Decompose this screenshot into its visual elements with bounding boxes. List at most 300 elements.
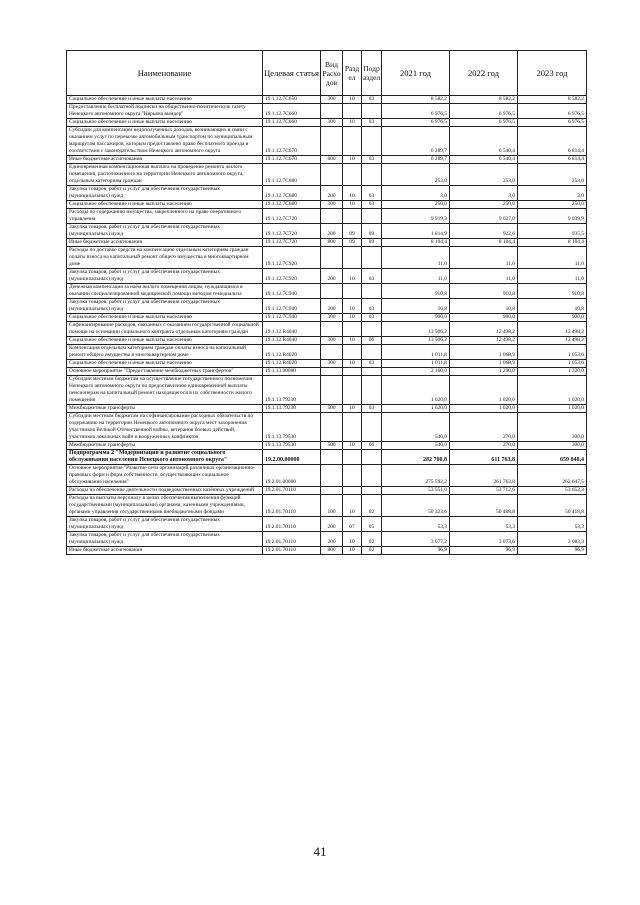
table-header-row (67, 51, 587, 96)
cell-2021: 11,0 (382, 247, 450, 269)
cell-2023: 1 053,6 (518, 360, 587, 368)
header-code: Целевая статья (263, 51, 321, 96)
cell-podr (362, 413, 382, 442)
cell-code: 19.1.12.7С920 (263, 269, 321, 284)
cell-code: 19.1.13.79530 (263, 413, 321, 442)
cell-razd: 10 (343, 360, 362, 368)
header-2022: 2022 год (450, 51, 518, 96)
cell-code: 19.2.00.00000 (263, 450, 321, 465)
table-row (67, 284, 587, 299)
cell-code: 19.1.12.7С940 (263, 314, 321, 322)
cell-vid: 200 (321, 299, 343, 314)
cell-code: 19.1.12.7С670 (263, 127, 321, 156)
cell-podr (362, 104, 382, 119)
cell-2022: 6 976,5 (450, 104, 518, 119)
table-row (67, 487, 587, 495)
cell-vid: 200 (321, 269, 343, 284)
cell-razd (343, 345, 362, 360)
cell-razd: 10 (343, 201, 362, 209)
cell-code: 19.1.12.7С720 (263, 224, 321, 239)
cell-2022: 250,0 (450, 201, 518, 209)
cell-2022: 53 712,6 (450, 487, 518, 495)
budget-table (66, 50, 587, 555)
cell-2021: 282 700,8 (382, 450, 450, 465)
cell-razd: 10 (343, 495, 362, 517)
cell-name: Межбюджетные трансферты (67, 405, 263, 413)
cell-razd: 10 (343, 186, 362, 201)
cell-code: 19.2.01.00000 (263, 465, 321, 487)
cell-2022: 8 104,4 (450, 239, 518, 247)
table-row (67, 156, 587, 164)
cell-podr: 02 (362, 532, 382, 547)
cell-name: Иные бюджетные ассигнования (67, 156, 263, 164)
cell-podr: 06 (362, 337, 382, 345)
cell-podr (362, 368, 382, 376)
cell-podr: 03 (362, 156, 382, 164)
cell-code: 19.1.12.7С920 (263, 247, 321, 269)
cell-2021: 540,0 (382, 413, 450, 442)
cell-2022: 1 020,0 (450, 376, 518, 405)
cell-2021: 3,0 (382, 186, 450, 201)
cell-code: 19.1.12.7С940 (263, 284, 321, 299)
cell-2022: 1 068,9 (450, 360, 518, 368)
cell-code: 19.1.12.7С720 (263, 209, 321, 224)
table-row (67, 96, 587, 104)
cell-2021: 253,0 (382, 164, 450, 186)
cell-2022: 12 498,2 (450, 337, 518, 345)
table-row (67, 299, 587, 314)
cell-vid: 800 (321, 547, 343, 555)
cell-2023: 1 020,0 (518, 376, 587, 405)
cell-2021: 6 289,7 (382, 156, 450, 164)
cell-vid: 300 (321, 314, 343, 322)
cell-code: 19.1.13.79230 (263, 376, 321, 405)
cell-2021: 8 582,2 (382, 96, 450, 104)
cell-2022: 11,0 (450, 247, 518, 269)
cell-name: Компенсация отдельным категориям граждан оплаты взноса на капитальный ремонт общего имущества в многоквартирном доме (67, 345, 263, 360)
cell-name: Социальное обеспечение и иные выплаты населению (67, 337, 263, 345)
table-row (67, 104, 587, 119)
cell-razd: 10 (343, 119, 362, 127)
cell-2021: 540,0 (382, 442, 450, 450)
cell-code: 19.2.01.70110 (263, 487, 321, 495)
cell-podr (362, 209, 382, 224)
cell-2022: 6 540,4 (450, 156, 518, 164)
cell-name: Закупка товаров, работ и услуг для обеспечения государственных (муниципальных) нужд (67, 186, 263, 201)
cell-2021: 50 323,6 (382, 495, 450, 517)
cell-vid: 300 (321, 360, 343, 368)
cell-vid: 200 (321, 186, 343, 201)
cell-vid (321, 450, 343, 465)
table-row (67, 127, 587, 156)
cell-code: 19.1.12.7С720 (263, 239, 321, 247)
cell-razd: 10 (343, 405, 362, 413)
cell-2023: 9 039,9 (518, 209, 587, 224)
cell-code: 19.1.12.R4040 (263, 322, 321, 337)
cell-vid (321, 413, 343, 442)
cell-podr: 03 (362, 269, 382, 284)
cell-vid (321, 209, 343, 224)
cell-vid: 100 (321, 495, 343, 517)
header-podr: Подр аздел (362, 51, 382, 96)
cell-razd: 09 (343, 224, 362, 239)
cell-2021: 1 011,8 (382, 345, 450, 360)
cell-2023: 6 814,4 (518, 156, 587, 164)
cell-vid (321, 465, 343, 487)
cell-podr: 06 (362, 442, 382, 450)
cell-podr: 03 (362, 299, 382, 314)
cell-podr: 02 (362, 547, 382, 555)
cell-name: Субсидии местным бюджетам на осуществление государственного полномочия Ненецкого автономного округа по предоставлению единовременной выплаты пенсионерам на капитальный ремонт находящегося в их собственности жилого помещения (67, 376, 263, 405)
cell-name: Социальное обеспечение и иные выплаты населению (67, 201, 263, 209)
cell-2021: 53,3 (382, 517, 450, 532)
cell-podr (362, 487, 382, 495)
cell-2021: 9 919,3 (382, 209, 450, 224)
cell-2023: 8 582,2 (518, 96, 587, 104)
cell-2021: 53 551,0 (382, 487, 450, 495)
cell-2021: 250,0 (382, 201, 450, 209)
cell-razd: 10 (343, 299, 362, 314)
cell-razd (343, 487, 362, 495)
table-row (67, 405, 587, 413)
cell-2023: 12 498,2 (518, 337, 587, 345)
cell-vid: 800 (321, 156, 343, 164)
cell-name: Закупка товаров, работ и услуг для обеспечения государственных (муниципальных) нужд (67, 517, 263, 532)
cell-podr: 03 (362, 119, 382, 127)
cell-podr (362, 247, 382, 269)
cell-2023: 900,0 (518, 314, 587, 322)
cell-2022: 922,6 (450, 224, 518, 239)
cell-razd: 09 (343, 239, 362, 247)
cell-2022: 3,0 (450, 186, 518, 201)
cell-name: Межбюджетные трансферты (67, 442, 263, 450)
cell-vid: 200 (321, 532, 343, 547)
cell-podr (362, 284, 382, 299)
cell-2023: 8 104,4 (518, 239, 587, 247)
cell-name: Основное мероприятие "Развитие сети организаций различных организационно-правовых форм и форм собственности, осуществляющих социальное обслуживание населения" (67, 465, 263, 487)
cell-code: 19.1.12.7С680 (263, 164, 321, 186)
cell-name: Социальное обеспечение и иные выплаты населению (67, 360, 263, 368)
cell-name: Софинансирование расходов, связанных с оказанием государственной социальной помощи на основании социального контракта отдельным категориям граждан (67, 322, 263, 337)
table-row (67, 450, 587, 465)
cell-code: 19.2.01.70110 (263, 532, 321, 547)
cell-2023: 253,0 (518, 164, 587, 186)
cell-2021: 6 289,7 (382, 127, 450, 156)
cell-code: 19.2.01.70110 (263, 517, 321, 532)
cell-razd: 07 (343, 517, 362, 532)
cell-code: 19.1.12.7С680 (263, 186, 321, 201)
cell-2022: 10,8 (450, 299, 518, 314)
cell-2022: 253,0 (450, 164, 518, 186)
header-2023: 2023 год (518, 51, 587, 96)
table-row (67, 314, 587, 322)
cell-2023: 96,9 (518, 547, 587, 555)
cell-podr (362, 465, 382, 487)
cell-podr (362, 322, 382, 337)
cell-podr (362, 127, 382, 156)
cell-razd (343, 247, 362, 269)
cell-2023: 6 976,5 (518, 104, 587, 119)
cell-vid (321, 104, 343, 119)
cell-2023: 910,8 (518, 284, 587, 299)
cell-razd (343, 164, 362, 186)
cell-name: Расходы по доставке средств на компенсацию отдельным категориям граждан оплаты взноса на капитальный ремонт общего имущества в многоквартирном доме (67, 247, 263, 269)
cell-name: Закупка товаров, работ и услуг для обеспечения государственных (муниципальных) нужд (67, 224, 263, 239)
cell-2021: 275 592,2 (382, 465, 450, 487)
table-row (67, 532, 587, 547)
cell-2023: 10,8 (518, 299, 587, 314)
cell-2022: 910,8 (450, 284, 518, 299)
cell-2022: 8 582,2 (450, 96, 518, 104)
cell-vid (321, 322, 343, 337)
cell-2023: 12 498,2 (518, 322, 587, 337)
header-vid: Вид Расхо дов (321, 51, 343, 96)
cell-2023: 1 320,0 (518, 368, 587, 376)
cell-vid (321, 368, 343, 376)
cell-2022: 1 290,0 (450, 368, 518, 376)
cell-vid (321, 127, 343, 156)
cell-vid: 200 (321, 517, 343, 532)
cell-2021: 1 620,0 (382, 405, 450, 413)
table-row (67, 517, 587, 532)
cell-2023: 300,0 (518, 413, 587, 442)
cell-2022: 53,3 (450, 517, 518, 532)
table-row (67, 119, 587, 127)
cell-name: Социальное обеспечение и иные выплаты населению (67, 314, 263, 322)
table-body (67, 96, 587, 555)
cell-2022: 900,0 (450, 314, 518, 322)
cell-podr (362, 345, 382, 360)
header-razd: Разд ел (343, 51, 362, 96)
cell-2021: 900,0 (382, 314, 450, 322)
cell-razd (343, 104, 362, 119)
cell-2023: 3 083,3 (518, 532, 587, 547)
cell-code: 19.1.13.00000 (263, 368, 321, 376)
cell-code: 19.2.01.70110 (263, 495, 321, 517)
cell-podr: 03 (362, 314, 382, 322)
cell-name: Социальное обеспечение и иные выплаты населению (67, 96, 263, 104)
cell-name: Расходы на выплаты персоналу в целях обеспечения выполнения функций государственными (муниципальными) органами, казенными учреждениями, органами управления государственными внебюджетными фондами (67, 495, 263, 517)
cell-code: 19.1.12.7С650 (263, 96, 321, 104)
cell-name: Расходы по содержанию имущества, закрепленного на праве оперативного управления (67, 209, 263, 224)
cell-podr: 03 (362, 96, 382, 104)
cell-razd: 10 (343, 547, 362, 555)
cell-razd: 10 (343, 269, 362, 284)
cell-2021: 10,8 (382, 299, 450, 314)
table-row (67, 337, 587, 345)
cell-2021: 6 976,5 (382, 104, 450, 119)
cell-2022: 6 976,5 (450, 119, 518, 127)
cell-code: 19.1.12.R4620 (263, 345, 321, 360)
cell-2021: 3 077,2 (382, 532, 450, 547)
table-row (67, 269, 587, 284)
cell-2023: 11,0 (518, 247, 587, 269)
cell-vid (321, 247, 343, 269)
cell-razd (343, 368, 362, 376)
cell-razd (343, 322, 362, 337)
cell-2023: 250,0 (518, 201, 587, 209)
cell-2023: 53,3 (518, 517, 587, 532)
cell-podr: 03 (362, 186, 382, 201)
cell-name: Подпрограмма 2 "Модернизация и развитие социального обслуживания населения Ненецкого автономного округа" (67, 450, 263, 465)
cell-2022: 12 498,2 (450, 322, 518, 337)
cell-name: Закупка товаров, работ и услуг для обеспечения государственных (муниципальных) нужд (67, 269, 263, 284)
cell-2021: 2 160,0 (382, 368, 450, 376)
table-row (67, 376, 587, 405)
cell-2021: 910,8 (382, 284, 450, 299)
cell-vid (321, 487, 343, 495)
header-name: Наименование (67, 51, 263, 96)
table-row (67, 413, 587, 442)
cell-vid: 200 (321, 224, 343, 239)
table-row (67, 442, 587, 450)
cell-podr: 03 (362, 405, 382, 413)
cell-podr: 09 (362, 224, 382, 239)
cell-2022: 1 068,9 (450, 345, 518, 360)
cell-razd (343, 465, 362, 487)
table-row (67, 495, 587, 517)
cell-razd (343, 376, 362, 405)
cell-name: Расходы на обеспечение деятельности подведомственных казённых учреждений (67, 487, 263, 495)
cell-podr: 03 (362, 360, 382, 368)
cell-podr (362, 376, 382, 405)
cell-2023: 262 647,5 (518, 465, 587, 487)
cell-razd: 10 (343, 156, 362, 164)
cell-2022: 3 073,6 (450, 532, 518, 547)
cell-2023: 1 053,6 (518, 345, 587, 360)
table-row (67, 209, 587, 224)
cell-2023: 50 418,8 (518, 495, 587, 517)
cell-razd (343, 413, 362, 442)
cell-2023: 3,0 (518, 186, 587, 201)
cell-2023: 53 652,3 (518, 487, 587, 495)
cell-name: Субсидии для компенсации недополученных доходов, возникающих в связи с оказанием услуг по перевозке автомобильным транспортом по муниципальным маршрутам пассажиров, которым предоставлено право бесплатного проезда в соответствии с законодательством Ненецкого автономного округа (67, 127, 263, 156)
cell-razd: 10 (343, 314, 362, 322)
cell-2022: 611 763,8 (450, 450, 518, 465)
cell-name: Закупка товаров, работ и услуг для обеспечения государственных (муниципальных) нужд (67, 299, 263, 314)
cell-name: Предоставление бесплатной подписки на общественно-политическую газету Ненецкого автономного округа "Нярьяна вындер" (67, 104, 263, 119)
cell-code: 19.1.12.7С940 (263, 299, 321, 314)
cell-name: Закупка товаров, работ и услуг для обеспечения государственных (муниципальных) нужд (67, 532, 263, 547)
table-row (67, 247, 587, 269)
cell-code: 19.1.12.R4040 (263, 337, 321, 345)
cell-2022: 1 020,0 (450, 405, 518, 413)
cell-razd: 10 (343, 96, 362, 104)
cell-2022: 11,0 (450, 269, 518, 284)
cell-vid: 300 (321, 96, 343, 104)
table-row (67, 164, 587, 186)
table-row (67, 345, 587, 360)
cell-name: Субсидии местным бюджетам на софинансирование расходных обязательств по содержанию на территории Ненецкого автономного округа мест захоронения участников Великой Отечественной войны, ветеранов боевых действий, участников локальных войн и вооруженных конфликтов (67, 413, 263, 442)
cell-2023: 11,0 (518, 269, 587, 284)
cell-vid: 300 (321, 337, 343, 345)
cell-name: Социальное обеспечение и иные выплаты населению (67, 119, 263, 127)
table-row (67, 360, 587, 368)
cell-razd (343, 209, 362, 224)
cell-code: 19.1.12.7С680 (263, 201, 321, 209)
cell-code: 19.1.13.79230 (263, 405, 321, 413)
cell-razd: 10 (343, 337, 362, 345)
cell-vid: 500 (321, 442, 343, 450)
cell-vid: 300 (321, 201, 343, 209)
cell-code: 19.1.13.79530 (263, 442, 321, 450)
cell-code: 19.1.12.7С660 (263, 104, 321, 119)
cell-2023: 6 976,5 (518, 119, 587, 127)
cell-2021: 96,9 (382, 547, 450, 555)
cell-podr (362, 164, 382, 186)
cell-2021: 13 506,2 (382, 322, 450, 337)
cell-razd (343, 450, 362, 465)
cell-name: Денежная компенсация за наём жилого помещения лицам, нуждающимся в оказании специализированной медицинской помощи методом гемодиализа (67, 284, 263, 299)
table-row (67, 322, 587, 337)
cell-2022: 270,0 (450, 413, 518, 442)
cell-vid: 800 (321, 239, 343, 247)
cell-code: 19.1.12.7С660 (263, 119, 321, 127)
cell-2023: 1 020,0 (518, 405, 587, 413)
cell-code: 19.1.12.7С670 (263, 156, 321, 164)
cell-vid: 300 (321, 119, 343, 127)
table-row (67, 368, 587, 376)
cell-2022: 96,9 (450, 547, 518, 555)
table-row (67, 186, 587, 201)
cell-2023: 6 814,4 (518, 127, 587, 156)
cell-vid (321, 345, 343, 360)
cell-razd (343, 284, 362, 299)
cell-razd (343, 127, 362, 156)
cell-2021: 1 011,8 (382, 360, 450, 368)
budget-table-container (66, 50, 586, 555)
cell-vid: 500 (321, 405, 343, 413)
cell-vid (321, 284, 343, 299)
cell-2022: 261 763,8 (450, 465, 518, 487)
table-row (67, 239, 587, 247)
cell-2022: 270,0 (450, 442, 518, 450)
header-2021: 2021 год (382, 51, 450, 96)
cell-name: Иные бюджетные ассигнования (67, 547, 263, 555)
page-number: 41 (313, 844, 327, 859)
cell-code: 19.2.01.70110 (263, 547, 321, 555)
cell-name: Иные бюджетные ассигнования (67, 239, 263, 247)
cell-razd: 10 (343, 442, 362, 450)
table-row (67, 465, 587, 487)
cell-2021: 6 976,5 (382, 119, 450, 127)
cell-podr: 03 (362, 201, 382, 209)
table-row (67, 201, 587, 209)
cell-vid (321, 164, 343, 186)
cell-razd: 10 (343, 532, 362, 547)
cell-podr: 05 (362, 517, 382, 532)
table-row (67, 224, 587, 239)
cell-code: 19.1.12.R4620 (263, 360, 321, 368)
cell-vid (321, 376, 343, 405)
cell-2022: 6 540,4 (450, 127, 518, 156)
cell-2021: 1 814,9 (382, 224, 450, 239)
cell-2023: 300,0 (518, 442, 587, 450)
cell-2021: 1 620,0 (382, 376, 450, 405)
cell-podr: 02 (362, 495, 382, 517)
cell-2022: 9 027,0 (450, 209, 518, 224)
cell-name: Единовременная компенсационная выплата на проведение ремонта жилого помещения, расположенного на территории Ненецкого автономного округа, отдельным категориям граждан (67, 164, 263, 186)
cell-2021: 13 506,2 (382, 337, 450, 345)
cell-2023: 659 848,4 (518, 450, 587, 465)
cell-podr (362, 450, 382, 465)
cell-2022: 50 488,8 (450, 495, 518, 517)
cell-name: Основное мероприятие "Предоставление межбюджетных трансфертов" (67, 368, 263, 376)
cell-2023: 935,5 (518, 224, 587, 239)
cell-2021: 11,0 (382, 269, 450, 284)
table-row (67, 547, 587, 555)
cell-podr: 09 (362, 239, 382, 247)
